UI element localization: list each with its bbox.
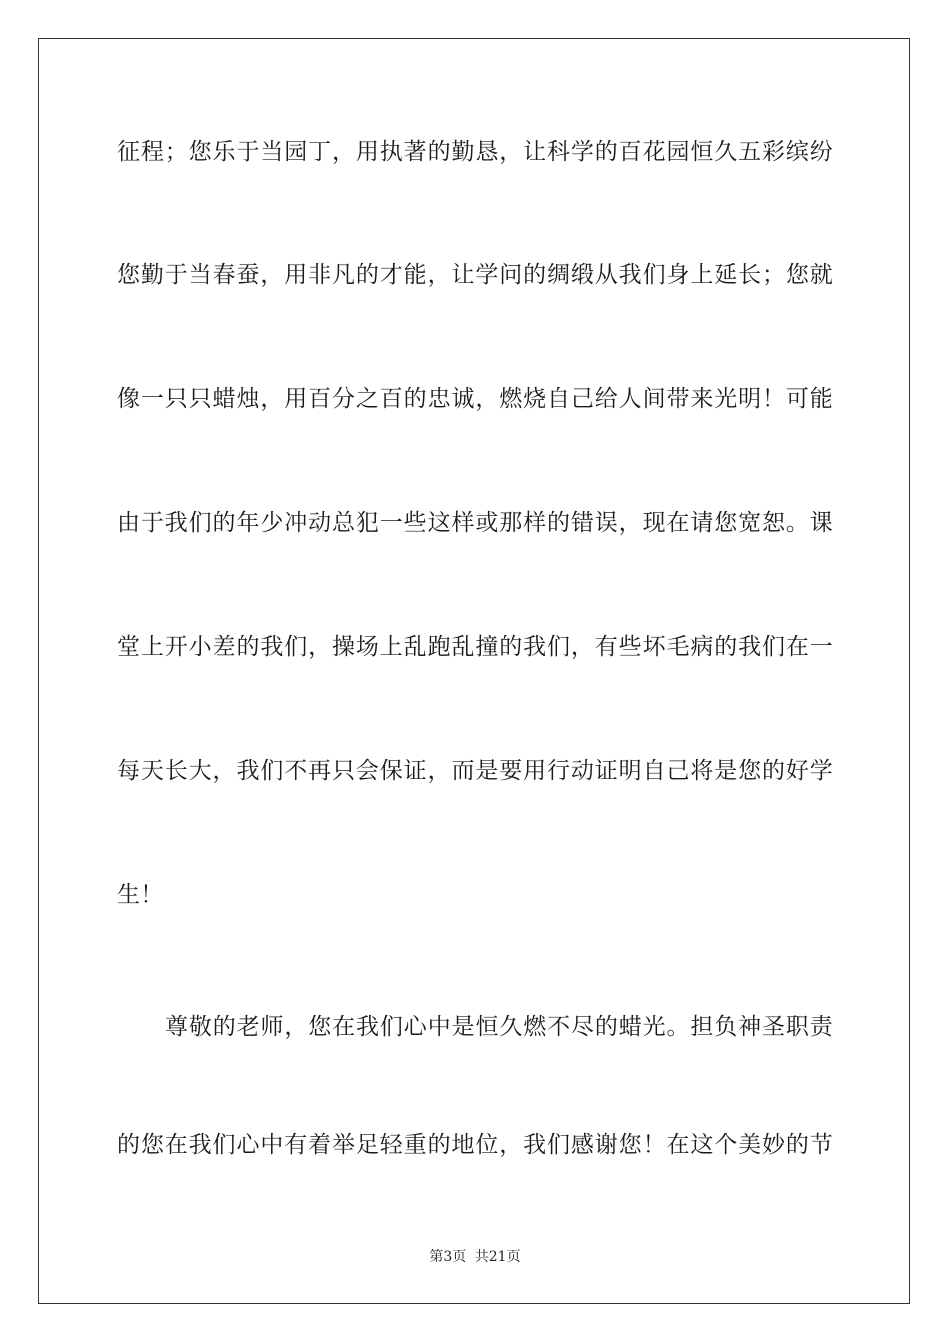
text-line-3: 像一只只蜡烛，用百分之百的忠诚，燃烧自己给人间带来光明！可能 (117, 386, 833, 412)
text-line-4: 由于我们的年少冲动总犯一些这样或那样的错误，现在请您宽恕。课 (117, 510, 833, 536)
page-number-total: 共21页 (474, 1249, 521, 1265)
text-line-1: 征程；您乐于当园丁，用执著的勤恳，让科学的百花园恒久五彩缤纷 (117, 139, 833, 165)
text-line-8: 尊敬的老师，您在我们心中是恒久燃不尽的蜡光。担负神圣职责 (165, 1014, 833, 1040)
page-border (38, 38, 910, 1304)
text-line-6: 每天长大，我们不再只会保证，而是要用行动证明自己将是您的好学 (117, 758, 833, 784)
page-number-current: 第3页 (429, 1249, 467, 1265)
text-line-9: 的您在我们心中有着举足轻重的地位，我们感谢您！在这个美妙的节 (117, 1132, 833, 1158)
text-line-2: 您勤于当春蚕，用非凡的才能，让学问的绸缎从我们身上延长；您就 (117, 262, 833, 288)
page-footer (0, 1247, 950, 1267)
text-line-5: 堂上开小差的我们，操场上乱跑乱撞的我们，有些坏毛病的我们在一 (117, 634, 833, 660)
text-line-7: 生！ (117, 882, 164, 908)
